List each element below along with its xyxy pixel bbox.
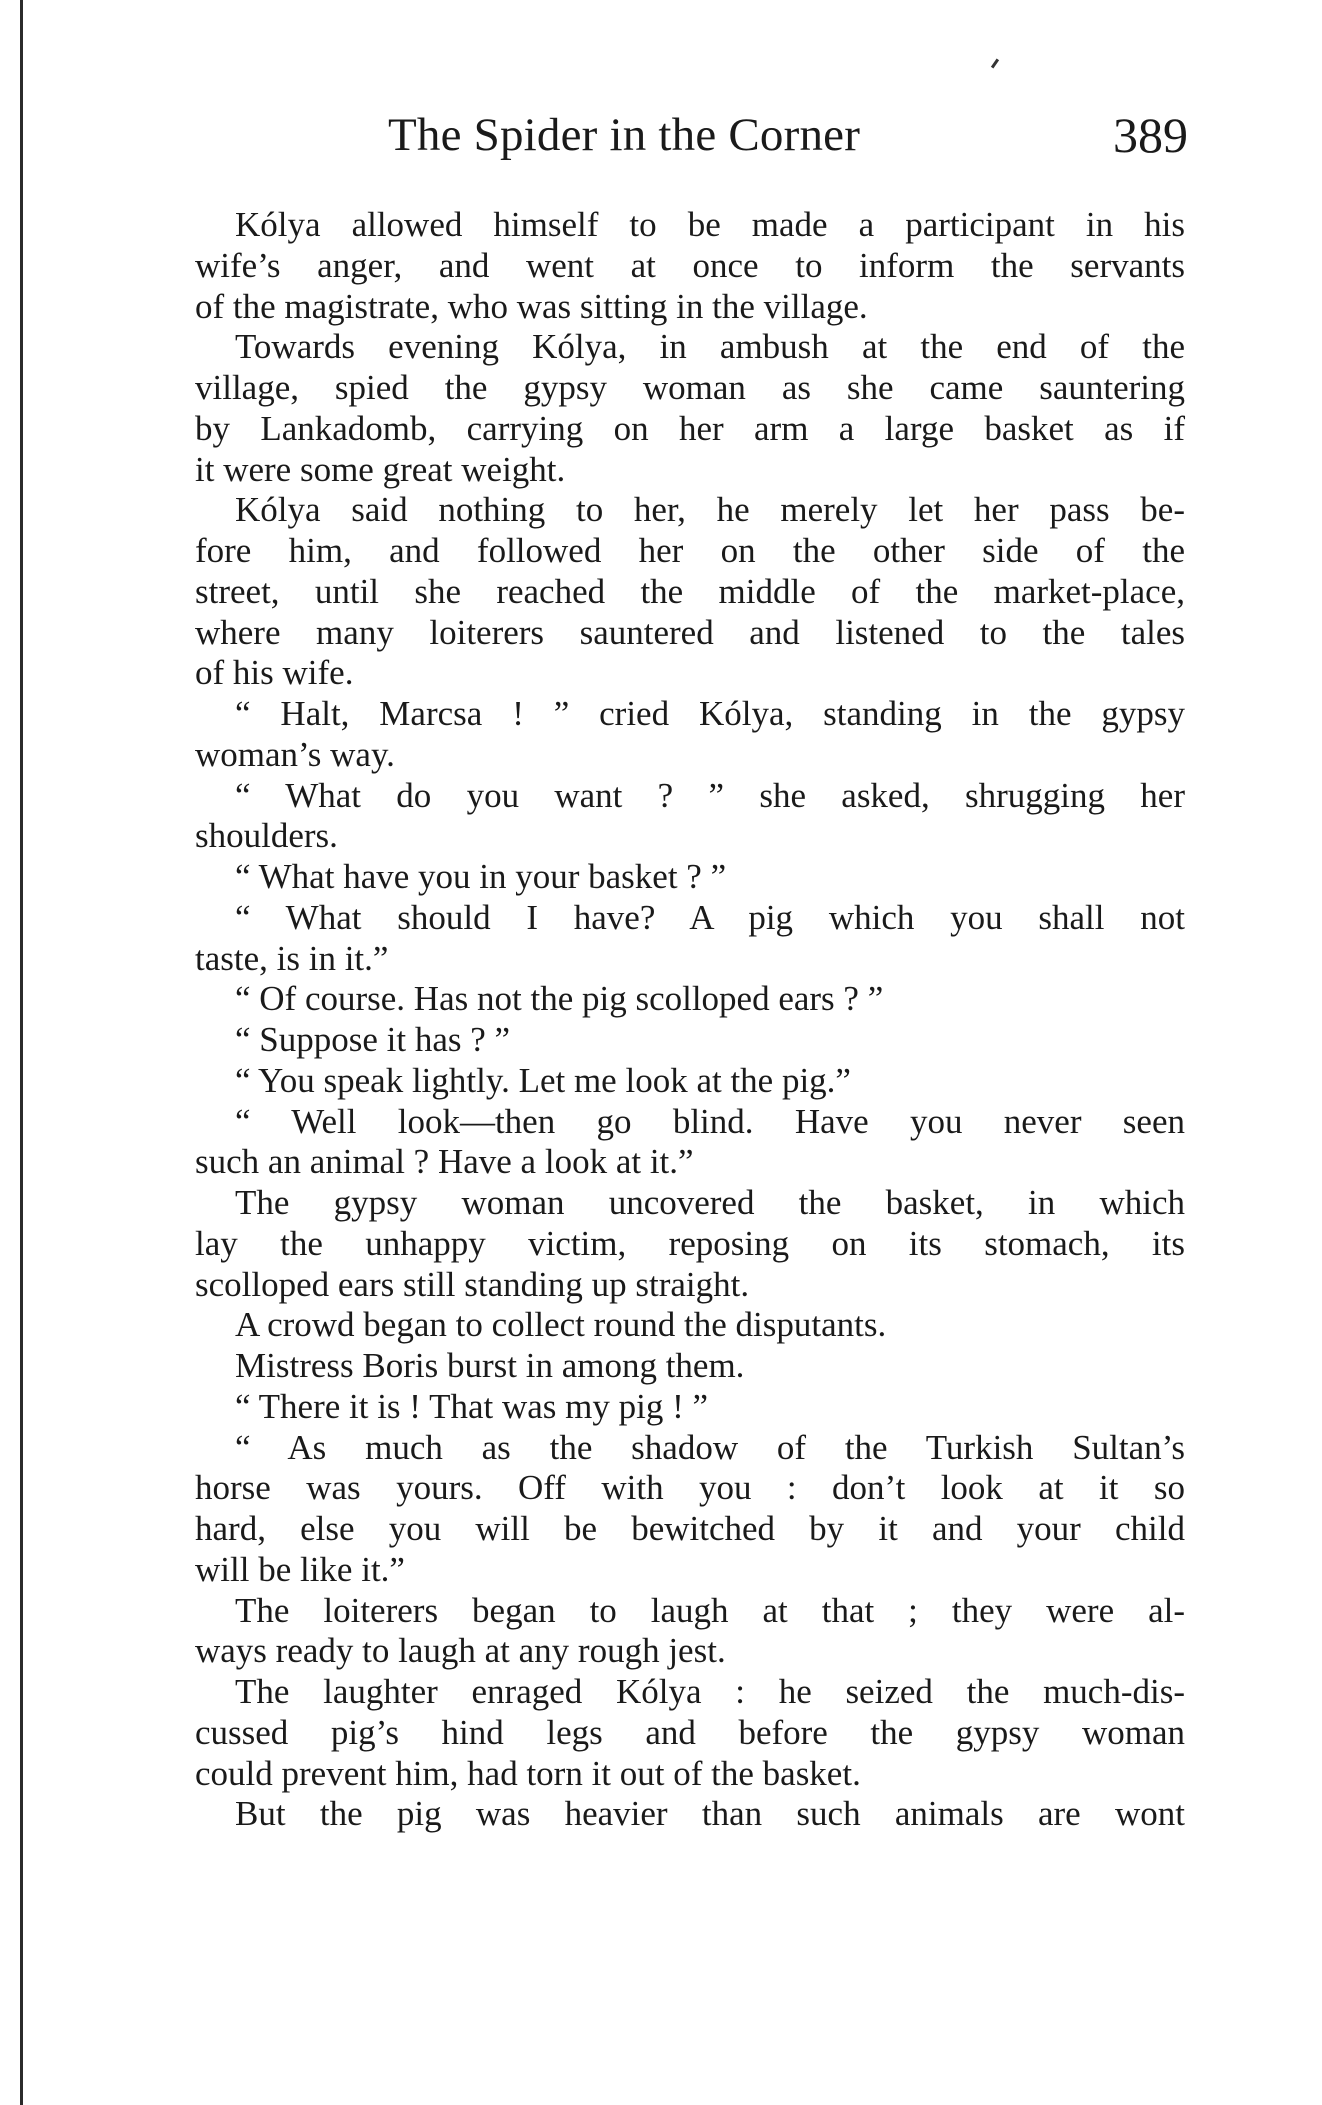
text-line: horse was yours. Off with you : don’t look at it so xyxy=(195,1468,1185,1508)
text-line: “ Well look—then go blind. Have you never seen xyxy=(235,1101,1185,1141)
text-line: The loiterers began to laugh at that ; they were al- xyxy=(235,1590,1185,1630)
text-line: “ What have you in your basket ? ” xyxy=(235,857,727,896)
text-line: taste, is in it.” xyxy=(195,938,389,978)
text-line: woman’s way. xyxy=(195,734,395,774)
text-line: will be like it.” xyxy=(195,1549,405,1589)
text-line: village, spied the gypsy woman as she came sauntering xyxy=(195,368,1185,407)
text-line: cussed pig’s hind legs and before the gypsy woman xyxy=(195,1712,1185,1752)
text-line: “ You speak lightly. Let me look at the pig.” xyxy=(235,1060,851,1100)
text-line: where many loiterers sauntered and listened to the tales xyxy=(195,612,1185,652)
text-line: But the pig was heavier than such animals are wont xyxy=(235,1794,1185,1834)
text-line: by Lankadomb, carrying on her arm a large basket as if xyxy=(195,408,1185,448)
binding-edge-line xyxy=(20,0,23,2105)
ink-speck xyxy=(991,59,999,69)
text-line: it were some great weight. xyxy=(195,449,566,489)
text-line: The laughter enraged Kólya : he seized the much-dis- xyxy=(235,1672,1185,1711)
text-line: scolloped ears still standing up straight. xyxy=(195,1264,750,1304)
text-line: such an animal ? Have a look at it.” xyxy=(195,1142,694,1182)
text-line: “ What do you want ? ” she asked, shrugging her xyxy=(235,775,1185,815)
text-line: “ Suppose it has ? ” xyxy=(235,1020,511,1059)
text-line: fore him, and followed her on the other side of the xyxy=(195,531,1185,570)
text-line: could prevent him, had torn it out of the basket. xyxy=(195,1753,861,1793)
text-line: ways ready to laugh at any rough jest. xyxy=(195,1631,726,1671)
text-line: “ What should I have? A pig which you shall not xyxy=(235,897,1185,937)
text-line: lay the unhappy victim, reposing on its stomach, its xyxy=(195,1223,1185,1263)
text-line: Mistress Boris burst in among them. xyxy=(235,1346,745,1385)
text-line: “ Of course. Has not the pig scolloped ears ? ” xyxy=(235,979,884,1019)
running-header xyxy=(388,105,1188,175)
text-line: The gypsy woman uncovered the basket, in which xyxy=(235,1183,1185,1222)
text-line: Kólya said nothing to her, he merely let her pass be- xyxy=(235,490,1185,530)
text-line: shoulders. xyxy=(195,816,338,856)
text-line: Kólya allowed himself to be made a participant in his xyxy=(235,205,1185,244)
text-line: A crowd began to collect round the disputants. xyxy=(235,1305,887,1345)
running-title: The Spider in the Corner xyxy=(388,109,861,161)
text-line: of his wife. xyxy=(195,653,354,693)
text-line: “ Halt, Marcsa ! ” cried Kólya, standing in the gypsy xyxy=(235,694,1185,733)
text-line: street, until she reached the middle of the market-place, xyxy=(195,571,1185,611)
text-line: “ There it is ! That was my pig ! ” xyxy=(235,1386,709,1426)
text-line: Towards evening Kólya, in ambush at the end of the xyxy=(235,327,1185,367)
text-line: “ As much as the shadow of the Turkish Sultan’s xyxy=(235,1427,1185,1467)
page-number: 389 xyxy=(1113,107,1188,163)
text-line: hard, else you will be bewitched by it and your child xyxy=(195,1509,1185,1548)
body-text xyxy=(195,205,1185,1835)
text-line: wife’s anger, and went at once to inform the servants xyxy=(195,245,1185,285)
text-line: of the magistrate, who was sitting in the village. xyxy=(195,286,868,326)
